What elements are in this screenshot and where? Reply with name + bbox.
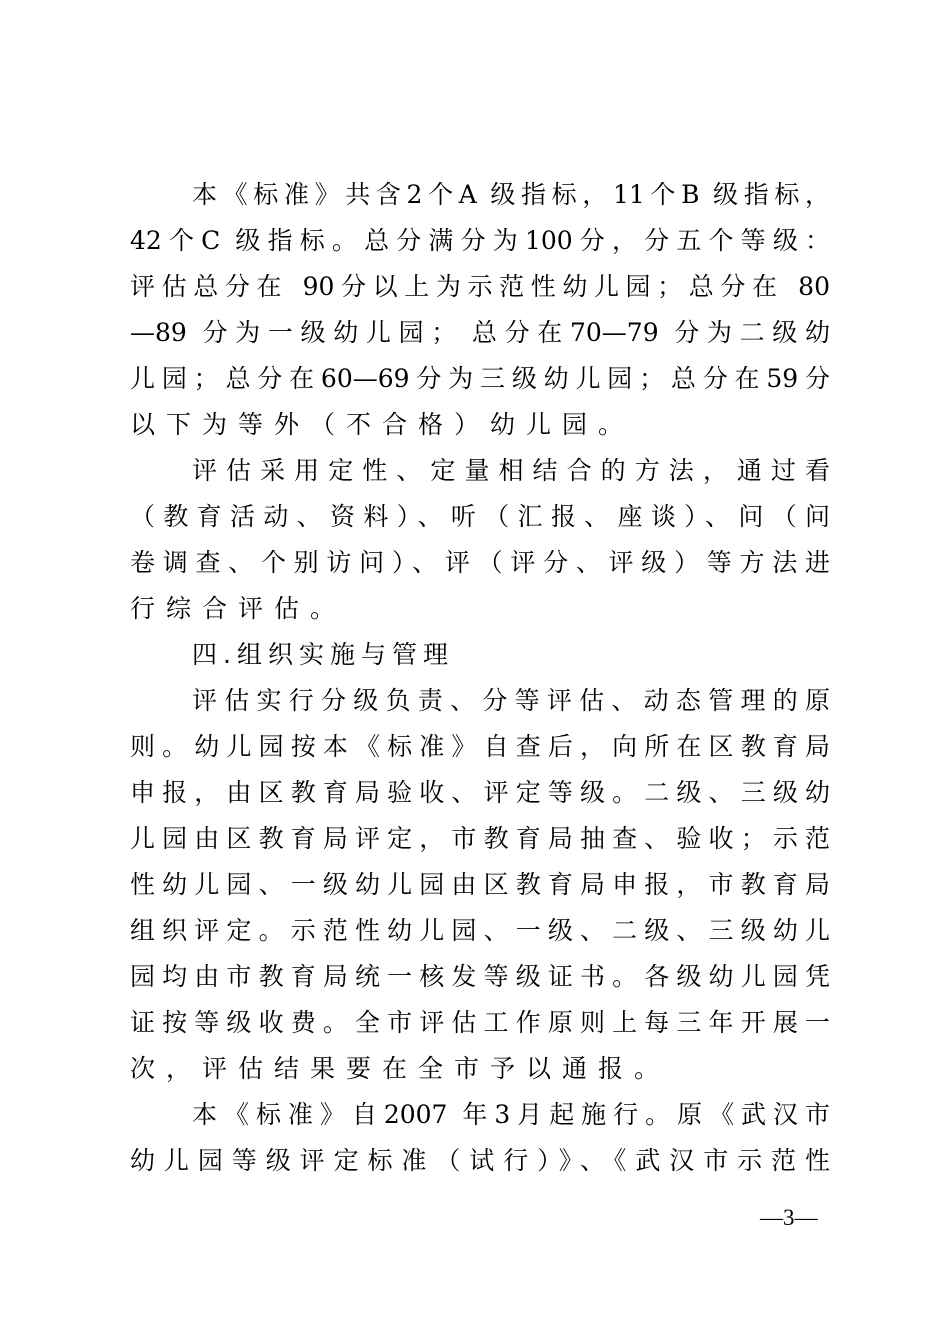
text-line: 申报，由区教育局验收、评定等级。二级、三级幼 — [130, 778, 830, 807]
text-line: 评估实行分级负责、分等评估、动态管理的原 — [192, 686, 830, 715]
text-line: 则。幼儿园按本《标准》自查后，向所在区教育局 — [130, 732, 830, 761]
text-line: —89 分为一级幼儿园； 总分在70—79 分为二级幼 — [130, 318, 830, 347]
text-line: 证按等级收费。全市评估工作原则上每三年开展一 — [130, 1008, 830, 1037]
text-line: 评估采用定性、定量相结合的方法，通过看 — [192, 456, 830, 485]
section-heading: 四.组织实施与管理 — [192, 640, 454, 669]
text-line: 性幼儿园、一级幼儿园由区教育局申报，市教育局 — [130, 870, 830, 899]
text-line: 幼儿园等级评定标准（试行）》、《武汉市示范性 — [130, 1146, 830, 1175]
text-line: （教育活动、资料）、听（汇报、座谈）、问（问 — [130, 502, 830, 531]
paragraph-effective-date — [130, 1092, 830, 1184]
text-line: 组织评定。示范性幼儿园、一级、二级、三级幼儿 — [130, 916, 830, 945]
text-line: 儿园；总分在60—69分为三级幼儿园；总分在59分 — [130, 364, 830, 393]
text-line: 评估总分在 90分以上为示范性幼儿园；总分在 80 — [130, 272, 830, 301]
paragraph-evaluation-method — [130, 448, 830, 632]
text-line: 园均由市教育局统一核发等级证书。各级幼儿园凭 — [130, 962, 830, 991]
text-line: 以下为等外（不合格）幼儿园。 — [130, 410, 635, 439]
page-number: —3— — [760, 1205, 818, 1230]
text-line: 次，评估结果要在全市予以通报。 — [130, 1054, 671, 1083]
text-line: 本《标准》共含2个A 级指标，11个B 级指标， — [192, 180, 830, 209]
document-body — [130, 172, 830, 1184]
text-line: 42个C 级指标。总分满分为100分，分五个等级： — [130, 226, 830, 255]
text-line: 本《标准》自2007 年3月起施行。原《武汉市 — [192, 1100, 830, 1129]
text-line: 行综合评估。 — [130, 594, 347, 623]
paragraph-implementation — [130, 678, 830, 1092]
text-line: 儿园由区教育局评定，市教育局抽查、验收；示范 — [130, 824, 830, 853]
text-line: 卷调查、个别访问）、评（评分、评级）等方法进 — [130, 548, 830, 577]
paragraph-grading-levels — [130, 172, 830, 448]
